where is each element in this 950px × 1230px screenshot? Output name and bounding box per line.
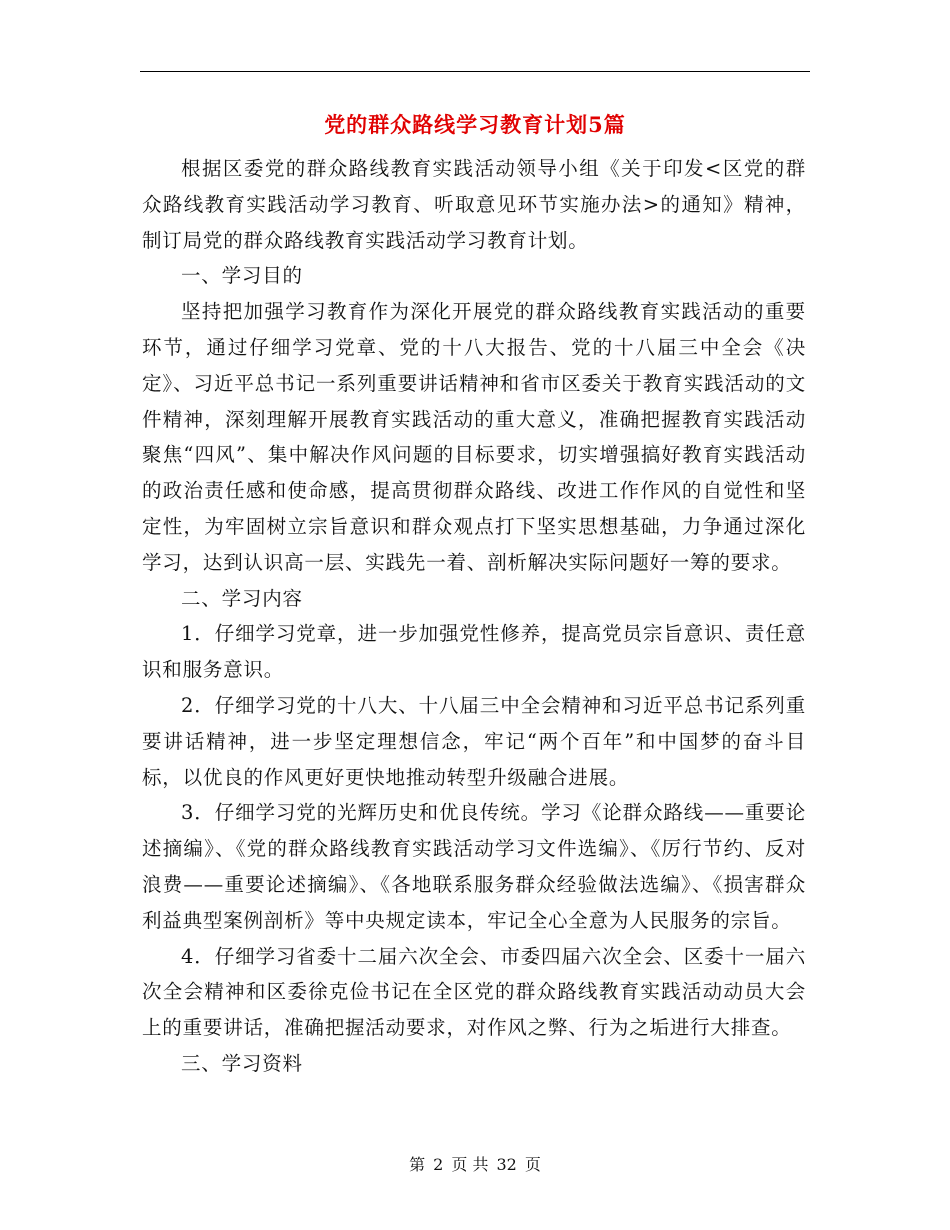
total-pages-number: 32: [496, 1155, 517, 1174]
content-item-2: 2．仔细学习党的十八大、十八届三中全会精神和习近平总书记系列重要讲话精神，进一步坚定理想信念，牢记“两个百年”和中国梦的奋斗目标，以优良的作风更好更快地推动转型升级融合进展。: [142, 693, 806, 789]
current-page-number: 2: [433, 1155, 444, 1174]
purpose-paragraph: 坚持把加强学习教育作为深化开展党的群众路线教育实践活动的重要环节，通过仔细学习党章、党的十八大报告、党的十八届三中全会《决定》、习近平总书记一系列重要讲话精神和省市区委关于教育实践活动的文件精神，深刻理解开展教育实践活动的重大意义，准确把握教育实践活动聚焦“四风”、集中解决作风问题的目标要求，切实增强搞好教育实践活动的政治责任感和使命感，提高贯彻群众路线、改进工作作风的自觉性和坚定性，为牢固树立宗旨意识和群众观点打下坚实思想基础，力争通过深化学习，达到认识高一层、实践先一着、剖析解决实际问题好一筹的要求。: [142, 300, 806, 574]
section-heading-content: 二、学习内容: [181, 586, 303, 610]
intro-paragraph: 根据区委党的群众路线教育实践活动领导小组《关于印发<区党的群众路线教育实践活动学习教育、听取意见环节实施办法>的通知》精神，制订局党的群众路线教育实践活动学习教育计划。: [142, 157, 806, 252]
page-footer: [0, 1154, 950, 1176]
content-item-3: 3．仔细学习党的光辉历史和优良传统。学习《论群众路线——重要论述摘编》、《党的群众路线教育实践活动学习文件选编》、《厉行节约、反对浪费——重要论述摘编》、《各地联系服务群众经验做法选编》、《损害群众利益典型案例剖析》等中央规定读本，牢记全心全意为人民服务的宗旨。: [142, 801, 806, 932]
section-heading-purpose: 一、学习目的: [181, 264, 303, 288]
footer-prefix: 第: [409, 1155, 426, 1174]
content-item-1: 1．仔细学习党章，进一步加强党性修养，提高党员宗旨意识、责任意识和服务意识。: [142, 622, 806, 682]
document-body: [142, 151, 806, 1082]
footer-middle: 页 共: [451, 1155, 489, 1174]
content-item-4: 4．仔细学习省委十二届六次全会、市委四届六次全会、区委十一届六次全会精神和区委徐克俭书记在全区党的群众路线教育实践活动动员大会上的重要讲话，准确把握活动要求，对作风之弊、行为之垢进行大排查。: [142, 944, 806, 1040]
footer-suffix: 页: [524, 1155, 541, 1174]
header-rule: [140, 71, 810, 72]
document-title: 党的群众路线学习教育计划5篇: [324, 112, 626, 137]
section-heading-materials: 三、学习资料: [181, 1051, 303, 1075]
